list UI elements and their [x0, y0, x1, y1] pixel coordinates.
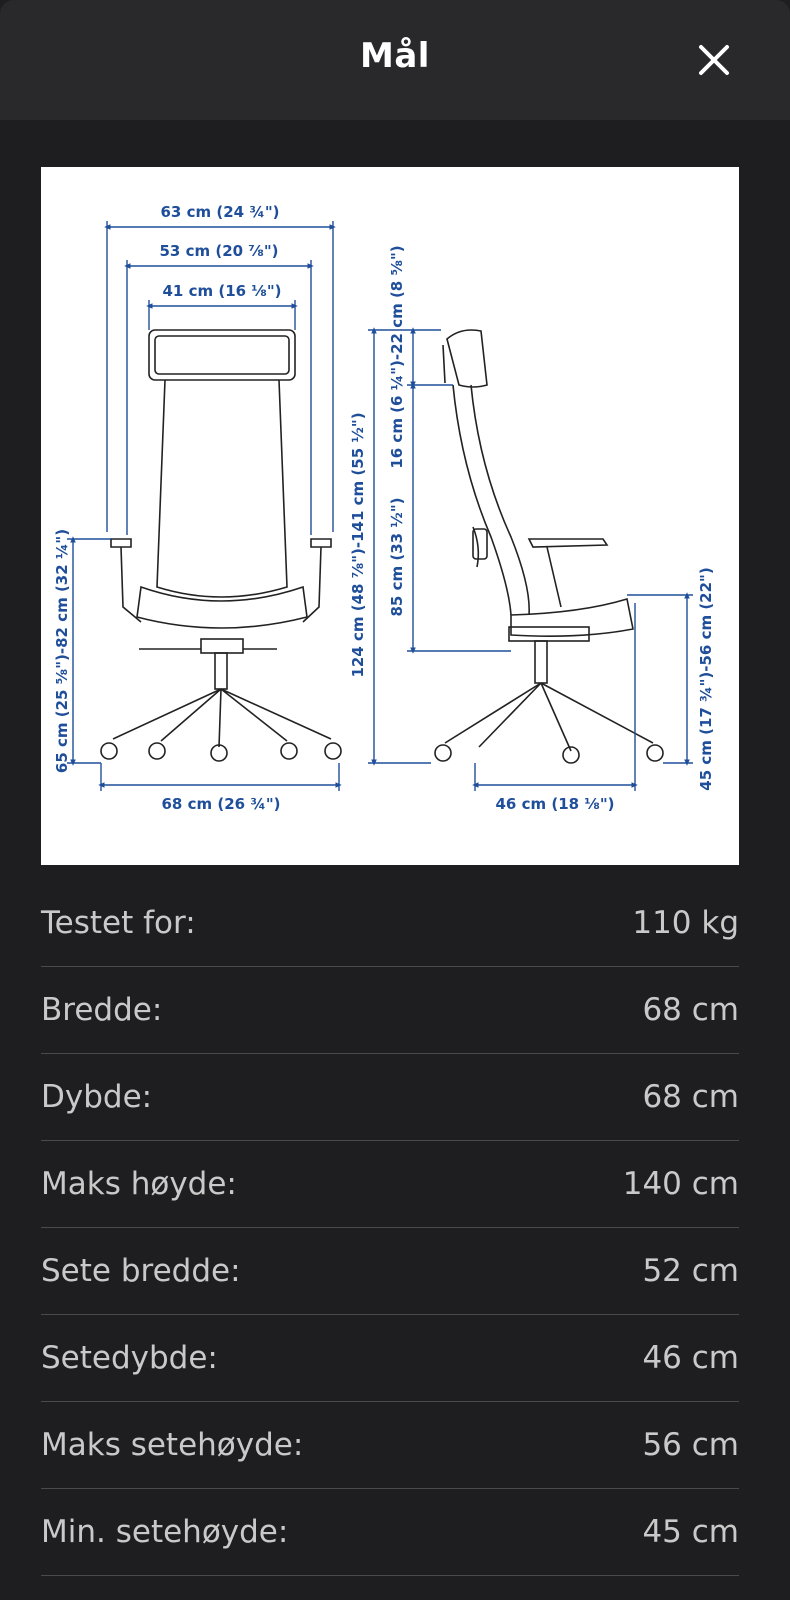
- spec-value: 56 cm: [642, 1427, 739, 1463]
- spec-row: [41, 1141, 739, 1228]
- close-button[interactable]: [692, 38, 736, 82]
- side-dimension-lines: [368, 330, 693, 791]
- spec-value: 140 cm: [622, 1166, 739, 1202]
- dim-headrest-adjust: 16 cm (6 ¼")-22 cm (8 ⅝"): [388, 245, 406, 469]
- dim-total-height: 124 cm (48 ⅞")-141 cm (55 ½"): [349, 412, 367, 678]
- spec-row: [41, 880, 739, 967]
- dim-width-top: 63 cm (24 ¾"): [160, 203, 280, 221]
- close-icon: [692, 38, 736, 82]
- modal-header: [0, 0, 790, 120]
- spec-value: 110 kg: [632, 905, 739, 941]
- spec-row: [41, 967, 739, 1054]
- spec-label: Maks setehøyde:: [41, 1427, 304, 1463]
- spec-label: Sete bredde:: [41, 1253, 241, 1289]
- dim-armrest-height: 65 cm (25 ⅝")-82 cm (32 ¼"): [53, 528, 71, 774]
- spec-list: [41, 880, 739, 1576]
- dim-width-mid: 53 cm (20 ⅞"): [159, 242, 279, 260]
- spec-label: Min. setehøyde:: [41, 1514, 289, 1550]
- spec-value: 68 cm: [642, 992, 739, 1028]
- chair-side-view: [435, 330, 663, 763]
- spec-label: Maks høyde:: [41, 1166, 237, 1202]
- spec-value: 68 cm: [642, 1079, 739, 1115]
- spec-label: Testet for:: [41, 905, 196, 941]
- dim-seat-height: 45 cm (17 ¾")-56 cm (22"): [697, 567, 715, 791]
- spec-row: [41, 1489, 739, 1576]
- modal-title: Mål: [360, 36, 430, 76]
- dim-width-headrest: 41 cm (16 ⅛"): [162, 282, 282, 300]
- spec-label: Setedybde:: [41, 1340, 218, 1376]
- spec-value: 46 cm: [642, 1340, 739, 1376]
- spec-row: [41, 1054, 739, 1141]
- spec-label: Bredde:: [41, 992, 163, 1028]
- dim-back-height: 85 cm (33 ½"): [388, 497, 406, 617]
- chair-dimension-drawing: [41, 167, 739, 865]
- spec-row: [41, 1228, 739, 1315]
- spec-label: Dybde:: [41, 1079, 153, 1115]
- spec-value: 52 cm: [642, 1253, 739, 1289]
- spec-value: 45 cm: [642, 1514, 739, 1550]
- dim-base-width: 68 cm (26 ¾"): [161, 795, 281, 813]
- chair-front-view: [101, 330, 341, 761]
- spec-row: [41, 1402, 739, 1489]
- dim-seat-depth: 46 cm (18 ⅛"): [495, 795, 615, 813]
- spec-row: [41, 1315, 739, 1402]
- dimension-diagram: [41, 167, 739, 865]
